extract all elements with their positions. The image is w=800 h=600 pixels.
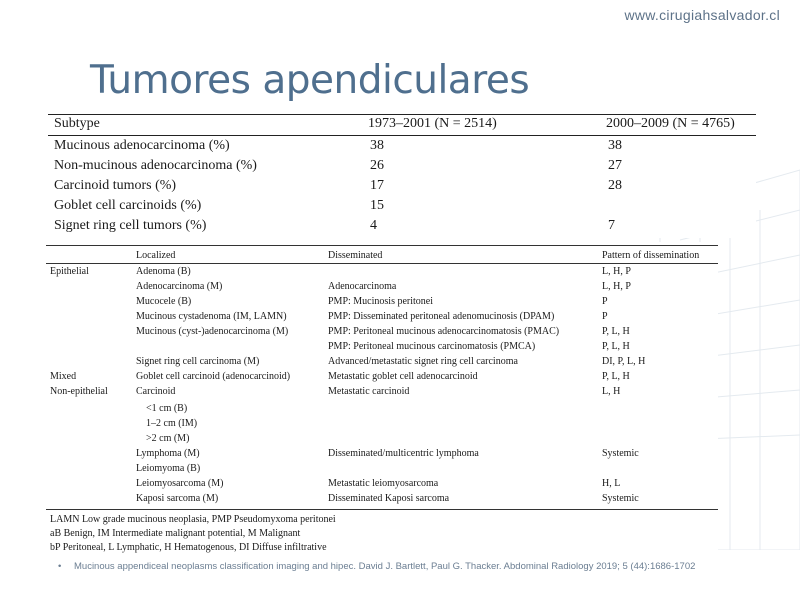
cell: 27 <box>608 158 622 173</box>
cell: P, L, H <box>602 326 630 337</box>
classification-table <box>46 242 718 552</box>
table-row <box>46 266 718 280</box>
site-url: www.cirugiahsalvador.cl <box>624 7 780 23</box>
table-row <box>46 341 718 355</box>
cell: 28 <box>608 178 622 193</box>
cell: Signet ring cell carcinoma (M) <box>136 356 260 367</box>
table-row <box>46 326 718 340</box>
cell: Goblet cell carcinoid (adenocarcinoid) <box>136 371 291 382</box>
subtype-table <box>48 110 756 238</box>
cell: Mucinous (cyst-)adenocarcinoma (M) <box>136 326 289 337</box>
column-header: Localized <box>136 250 176 261</box>
column-header: Disseminated <box>328 250 383 261</box>
table-row <box>46 281 718 295</box>
table-header-row <box>46 250 718 264</box>
column-header: Subtype <box>54 116 100 131</box>
table-row <box>46 296 718 310</box>
cell: >2 cm (M) <box>146 433 190 444</box>
cell: Leiomyosarcoma (M) <box>136 478 224 489</box>
cell: Adenocarcinoma <box>328 281 397 292</box>
cell: P <box>602 311 608 322</box>
cell: <1 cm (B) <box>146 403 188 414</box>
table-rule <box>48 135 756 136</box>
cell: Disseminated Kaposi sarcoma <box>328 493 450 504</box>
cell: Mucinous adenocarcinoma (%) <box>54 138 230 153</box>
cell: Systemic <box>602 493 639 504</box>
table-rule <box>48 114 756 115</box>
cell: 26 <box>370 158 384 173</box>
cell: Carcinoid tumors (%) <box>54 178 177 193</box>
cell: Metastatic goblet cell adenocarcinoid <box>328 371 478 382</box>
bullet-icon: • <box>58 561 62 572</box>
table-row <box>48 198 756 218</box>
table-row <box>46 433 718 447</box>
cell: Adenoma (B) <box>136 266 191 277</box>
cell: L, H <box>602 386 621 397</box>
table-row <box>48 138 756 158</box>
column-header: 1973–2001 (N = 2514) <box>368 116 497 131</box>
cell: P <box>602 296 608 307</box>
cell: Advanced/metastatic signet ring cell carcinoma <box>328 356 518 367</box>
reference-text: Mucinous appendiceal neoplasms classification imaging and hipec. David J. Bartlett, Paul G. Thacker. Abdominal Radiology 2019; 5 (44):1686-1702 <box>74 561 696 572</box>
cell: Non-mucinous adenocarcinoma (%) <box>54 158 257 173</box>
cell: Kaposi sarcoma (M) <box>136 493 219 504</box>
cell: DI, P, L, H <box>602 356 646 367</box>
footnote: bP Peritoneal, L Lymphatic, H Hematogenous, DI Diffuse infiltrative <box>50 542 327 553</box>
cell: 38 <box>370 138 384 153</box>
cell: 15 <box>370 198 384 213</box>
table-rule <box>46 263 718 264</box>
cell: PMP: Peritoneal mucinous carcinomatosis (PMCA) <box>328 341 536 352</box>
table-row <box>46 371 718 385</box>
table-row <box>46 403 718 417</box>
cell: Disseminated/multicentric lymphoma <box>328 448 479 459</box>
table-row <box>46 356 718 370</box>
cell: Mucocele (B) <box>136 296 192 307</box>
cell: Adenocarcinoma (M) <box>136 281 223 292</box>
cell: H, L <box>602 478 621 489</box>
cell: 17 <box>370 178 384 193</box>
table-rule <box>46 509 718 510</box>
table-row <box>46 311 718 325</box>
column-header: Pattern of dissemination <box>602 250 700 261</box>
footnote: LAMN Low grade mucinous neoplasia, PMP Pseudomyxoma peritonei <box>50 514 336 525</box>
table-row <box>46 478 718 492</box>
column-header: 2000–2009 (N = 4765) <box>606 116 735 131</box>
table-row <box>48 218 756 238</box>
table-row <box>46 463 718 477</box>
slide-title: Tumores apendiculares <box>90 58 530 103</box>
cell: Signet ring cell tumors (%) <box>54 218 207 233</box>
table-row <box>48 158 756 178</box>
cell: PMP: Peritoneal mucinous adenocarcinomatosis (PMAC) <box>328 326 560 337</box>
cell: 4 <box>370 218 377 233</box>
cell: Metastatic leiomyosarcoma <box>328 478 439 489</box>
table-row <box>48 178 756 198</box>
cell: P, L, H <box>602 371 630 382</box>
cell: 1–2 cm (IM) <box>146 418 198 429</box>
table-rule <box>46 245 718 246</box>
footnote: aB Benign, IM Intermediate malignant potential, M Malignant <box>50 528 301 539</box>
cell: P, L, H <box>602 341 630 352</box>
table-row <box>46 448 718 462</box>
cell: Systemic <box>602 448 639 459</box>
table-row <box>46 418 718 432</box>
table-row <box>46 493 718 507</box>
cell: Lymphoma (M) <box>136 448 200 459</box>
cell: L, H, P <box>602 281 631 292</box>
cell: 7 <box>608 218 615 233</box>
table-header-row <box>48 116 756 136</box>
cell: Metastatic carcinoid <box>328 386 410 397</box>
cell: PMP: Mucinosis peritonei <box>328 296 434 307</box>
cell: 38 <box>608 138 622 153</box>
cell: Leiomyoma (B) <box>136 463 201 474</box>
cell: Epithelial <box>50 266 89 277</box>
table-row <box>46 386 718 400</box>
cell: Non-epithelial <box>50 386 108 397</box>
cell: Mucinous cystadenoma (IM, LAMN) <box>136 311 287 322</box>
cell: Mixed <box>50 371 77 382</box>
cell: PMP: Disseminated peritoneal adenomucinosis (DPAM) <box>328 311 555 322</box>
cell: Carcinoid <box>136 386 176 397</box>
cell: Goblet cell carcinoids (%) <box>54 198 202 213</box>
cell: L, H, P <box>602 266 631 277</box>
